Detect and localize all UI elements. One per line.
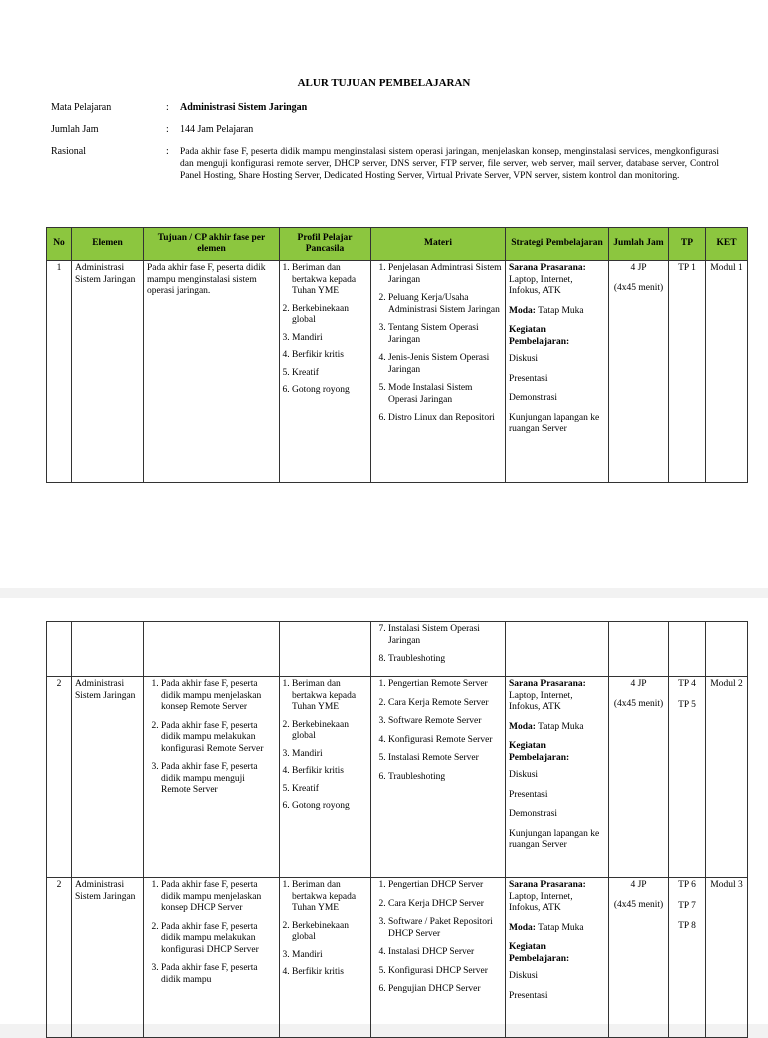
mapel-label: Mata Pelajaran <box>51 102 112 113</box>
row-tp <box>669 622 706 677</box>
materi-item: 4. Konfigurasi Remote Server <box>388 735 502 747</box>
kegiatan-label: Kegiatan Pembelajaran: <box>509 942 570 964</box>
sarana-label: Sarana Prasarana: <box>509 679 586 689</box>
moda-label: Moda: <box>509 922 536 933</box>
row-jam <box>609 622 669 677</box>
tujuan-item: 2. Pada akhir fase F, peserta didik mampu melakukan konfigurasi DHCP Server <box>161 922 276 957</box>
colon: : <box>166 102 169 113</box>
colon: : <box>166 146 169 157</box>
profil-item: 2. Berkebinekaan global <box>292 720 367 743</box>
materi-item: 2. Cara Kerja DHCP Server <box>388 899 502 911</box>
table-header-row <box>47 228 748 261</box>
materi-item: 1. Pengertian DHCP Server <box>388 880 502 892</box>
row-profil <box>280 622 371 677</box>
row-strategi <box>506 677 609 878</box>
materi-item: 2. Cara Kerja Remote Server <box>388 698 502 710</box>
profil-item: 3. Mandiri <box>292 950 367 962</box>
jam-value: 4 JP <box>630 880 647 890</box>
header-profil: Profil Pelajar Pancasila <box>280 228 371 261</box>
materi-item: 4. Jenis-Jenis Sistem Operasi Jaringan <box>388 353 502 376</box>
kegiatan-item: Diskusi <box>509 971 539 981</box>
row-jam <box>609 677 669 878</box>
materi-item: 6. Pengujian DHCP Server <box>388 984 502 996</box>
row-strategi <box>506 878 609 1038</box>
rasional-value: Pada akhir fase F, peserta didik mampu menginstalasi sistem operasi jaringan, menjelaskan konsep, menginstalasi services, mengkonfigurasi dan menguji konfigurasi remote server, DHCP server, DNS server, FTP server, file server, web server, mail server, database server, Control Panel Hosting, Share Hosting Server, Dedicated Hosting Server, Virtual Private Server, VPN server, sistem kontrol dan monitoring. <box>180 147 719 181</box>
row-no: 2 <box>47 677 72 878</box>
profil-item: 3. Mandiri <box>292 749 367 761</box>
table-row <box>47 261 748 483</box>
tp-item: TP 5 <box>678 699 696 710</box>
header-jam: Jumlah Jam <box>609 228 669 261</box>
header-tujuan: Tujuan / CP akhir fase per elemen <box>144 228 280 261</box>
jam-note: (4x45 menit) <box>613 282 664 293</box>
tp-item: TP 6 <box>678 880 696 890</box>
row-materi <box>371 677 506 878</box>
sarana-value: Laptop, Internet, Infokus, ATK <box>509 274 573 296</box>
profil-item: 2. Berkebinekaan global <box>292 304 367 327</box>
materi-item: 5. Instalasi Remote Server <box>388 753 502 765</box>
jam-value: 4 JP <box>630 679 647 689</box>
materi-item: 1. Penjelasan Admintrasi Sistem Jaringan <box>388 263 502 286</box>
profil-item: 5. Kreatif <box>292 784 367 796</box>
table-row <box>47 622 748 677</box>
header-elemen: Elemen <box>72 228 144 261</box>
materi-item: 1. Pengertian Remote Server <box>388 679 502 691</box>
materi-item: 5. Mode Instalasi Sistem Operasi Jaringan <box>388 383 502 406</box>
tujuan-item: 1. Pada akhir fase F, peserta didik mampu menjelaskan konsep Remote Server <box>161 679 276 714</box>
row-no <box>47 622 72 677</box>
row-elemen: Administrasi Sistem Jaringan <box>72 677 144 878</box>
row-tujuan <box>144 878 280 1038</box>
moda-value: Tatap Muka <box>538 721 584 732</box>
tujuan-item: 2. Pada akhir fase F, peserta didik mampu melakukan konfigurasi Remote Server <box>161 721 276 756</box>
row-ket: Modul 2 <box>706 677 748 878</box>
kegiatan-label: Kegiatan Pembelajaran: <box>509 325 570 347</box>
profil-item: 4. Berfikir kritis <box>292 766 367 778</box>
profil-item: 6. Gotong royong <box>292 801 367 813</box>
table-row <box>47 677 748 878</box>
tp-item: TP 7 <box>678 900 696 911</box>
kegiatan-item: Diskusi <box>509 770 539 780</box>
row-elemen <box>72 622 144 677</box>
row-profil <box>280 677 371 878</box>
profil-item: 6. Gotong royong <box>292 385 367 397</box>
kegiatan-label: Kegiatan Pembelajaran: <box>509 741 570 763</box>
row-no: 2 <box>47 878 72 1038</box>
colon: : <box>166 124 169 135</box>
moda-label: Moda: <box>509 305 536 316</box>
row-materi <box>371 622 506 677</box>
sarana-value: Laptop, Internet, Infokus, ATK <box>509 690 573 712</box>
materi-item: 6. Distro Linux dan Repositori <box>388 413 502 425</box>
kegiatan-item: Presentasi <box>509 789 548 800</box>
materi-item: 5. Konfigurasi DHCP Server <box>388 966 502 978</box>
kegiatan-item: Kunjungan lapangan ke ruangan Server <box>509 412 600 434</box>
mapel-value: Administrasi Sistem Jaringan <box>180 102 308 113</box>
rasional-label: Rasional <box>51 146 86 157</box>
document-page-2 <box>0 598 768 1024</box>
row-tujuan <box>144 677 280 878</box>
tp-item: TP 4 <box>678 679 696 689</box>
kegiatan-item: Demonstrasi <box>509 809 558 819</box>
row-strategi <box>506 261 609 483</box>
kegiatan-item: Kunjungan lapangan ke ruangan Server <box>509 828 600 850</box>
header-materi: Materi <box>371 228 506 261</box>
row-elemen: Administrasi Sistem Jaringan <box>72 878 144 1038</box>
row-ket: Modul 1 <box>706 261 748 483</box>
kegiatan-item: Diskusi <box>509 354 539 364</box>
header-no: No <box>47 228 72 261</box>
header-ket: KET <box>706 228 748 261</box>
tujuan-item: 3. Pada akhir fase F, peserta didik mampu menguji Remote Server <box>161 762 276 797</box>
jam-value: 4 JP <box>630 263 647 273</box>
jam-note: (4x45 menit) <box>613 899 664 910</box>
table-row <box>47 878 748 1038</box>
moda-value: Tatap Muka <box>538 305 584 316</box>
kegiatan-item: Presentasi <box>509 990 548 1001</box>
row-strategi <box>506 622 609 677</box>
atp-table <box>46 227 748 483</box>
materi-item: 4. Instalasi DHCP Server <box>388 947 502 959</box>
sarana-label: Sarana Prasarana: <box>509 263 586 273</box>
profil-item: 1. Beriman dan bertakwa kepada Tuhan YME <box>292 679 367 714</box>
row-tujuan: Pada akhir fase F, peserta didik mampu menginstalasi sistem operasi jaringan. <box>144 261 280 483</box>
jam-label: Jumlah Jam <box>51 124 99 135</box>
profil-item: 5. Kreatif <box>292 368 367 380</box>
row-jam <box>609 878 669 1038</box>
row-materi <box>371 878 506 1038</box>
moda-label: Moda: <box>509 721 536 732</box>
jam-note: (4x45 menit) <box>613 698 664 709</box>
row-tujuan <box>144 622 280 677</box>
row-no: 1 <box>47 261 72 483</box>
materi-item: 3. Software Remote Server <box>388 716 502 728</box>
row-profil <box>280 878 371 1038</box>
materi-item: 3. Software / Paket Repositori DHCP Server <box>388 917 502 940</box>
tujuan-item: 3. Pada akhir fase F, peserta didik mampu <box>161 963 276 986</box>
row-tp <box>669 878 706 1038</box>
row-profil <box>280 261 371 483</box>
profil-item: 4. Berfikir kritis <box>292 967 367 979</box>
row-tp: TP 1 <box>669 261 706 483</box>
materi-item: 2. Peluang Kerja/Usaha Administrasi Sistem Jaringan <box>388 293 502 316</box>
tp-item: TP 8 <box>678 921 696 931</box>
row-ket <box>706 622 748 677</box>
profil-item: 4. Berfikir kritis <box>292 350 367 362</box>
kegiatan-item: Presentasi <box>509 373 548 384</box>
row-materi <box>371 261 506 483</box>
tujuan-item: 1. Pada akhir fase F, peserta didik mampu menjelaskan konsep DHCP Server <box>161 880 276 915</box>
atp-table-continued <box>46 621 748 1038</box>
materi-item: 6. Traubleshoting <box>388 772 502 784</box>
moda-value: Tatap Muka <box>538 922 584 933</box>
profil-item: 2. Berkebinekaan global <box>292 921 367 944</box>
header-strategi: Strategi Pembelajaran <box>506 228 609 261</box>
sarana-value: Laptop, Internet, Infokus, ATK <box>509 891 573 913</box>
profil-item: 1. Beriman dan bertakwa kepada Tuhan YME <box>292 880 367 915</box>
materi-item: 3. Tentang Sistem Operasi Jaringan <box>388 323 502 346</box>
row-tp <box>669 677 706 878</box>
row-ket: Modul 3 <box>706 878 748 1038</box>
document-title: ALUR TUJUAN PEMBELAJARAN <box>297 77 471 89</box>
kegiatan-item: Demonstrasi <box>509 393 558 403</box>
materi-item: 8. Traubleshoting <box>388 654 502 666</box>
materi-item: 7. Instalasi Sistem Operasi Jaringan <box>388 624 502 647</box>
profil-item: 1. Beriman dan bertakwa kepada Tuhan YME <box>292 263 367 298</box>
header-tp: TP <box>669 228 706 261</box>
sarana-label: Sarana Prasarana: <box>509 880 586 890</box>
jam-value: 144 Jam Pelajaran <box>180 124 254 135</box>
profil-item: 3. Mandiri <box>292 333 367 345</box>
row-elemen: Administrasi Sistem Jaringan <box>72 261 144 483</box>
row-jam <box>609 261 669 483</box>
